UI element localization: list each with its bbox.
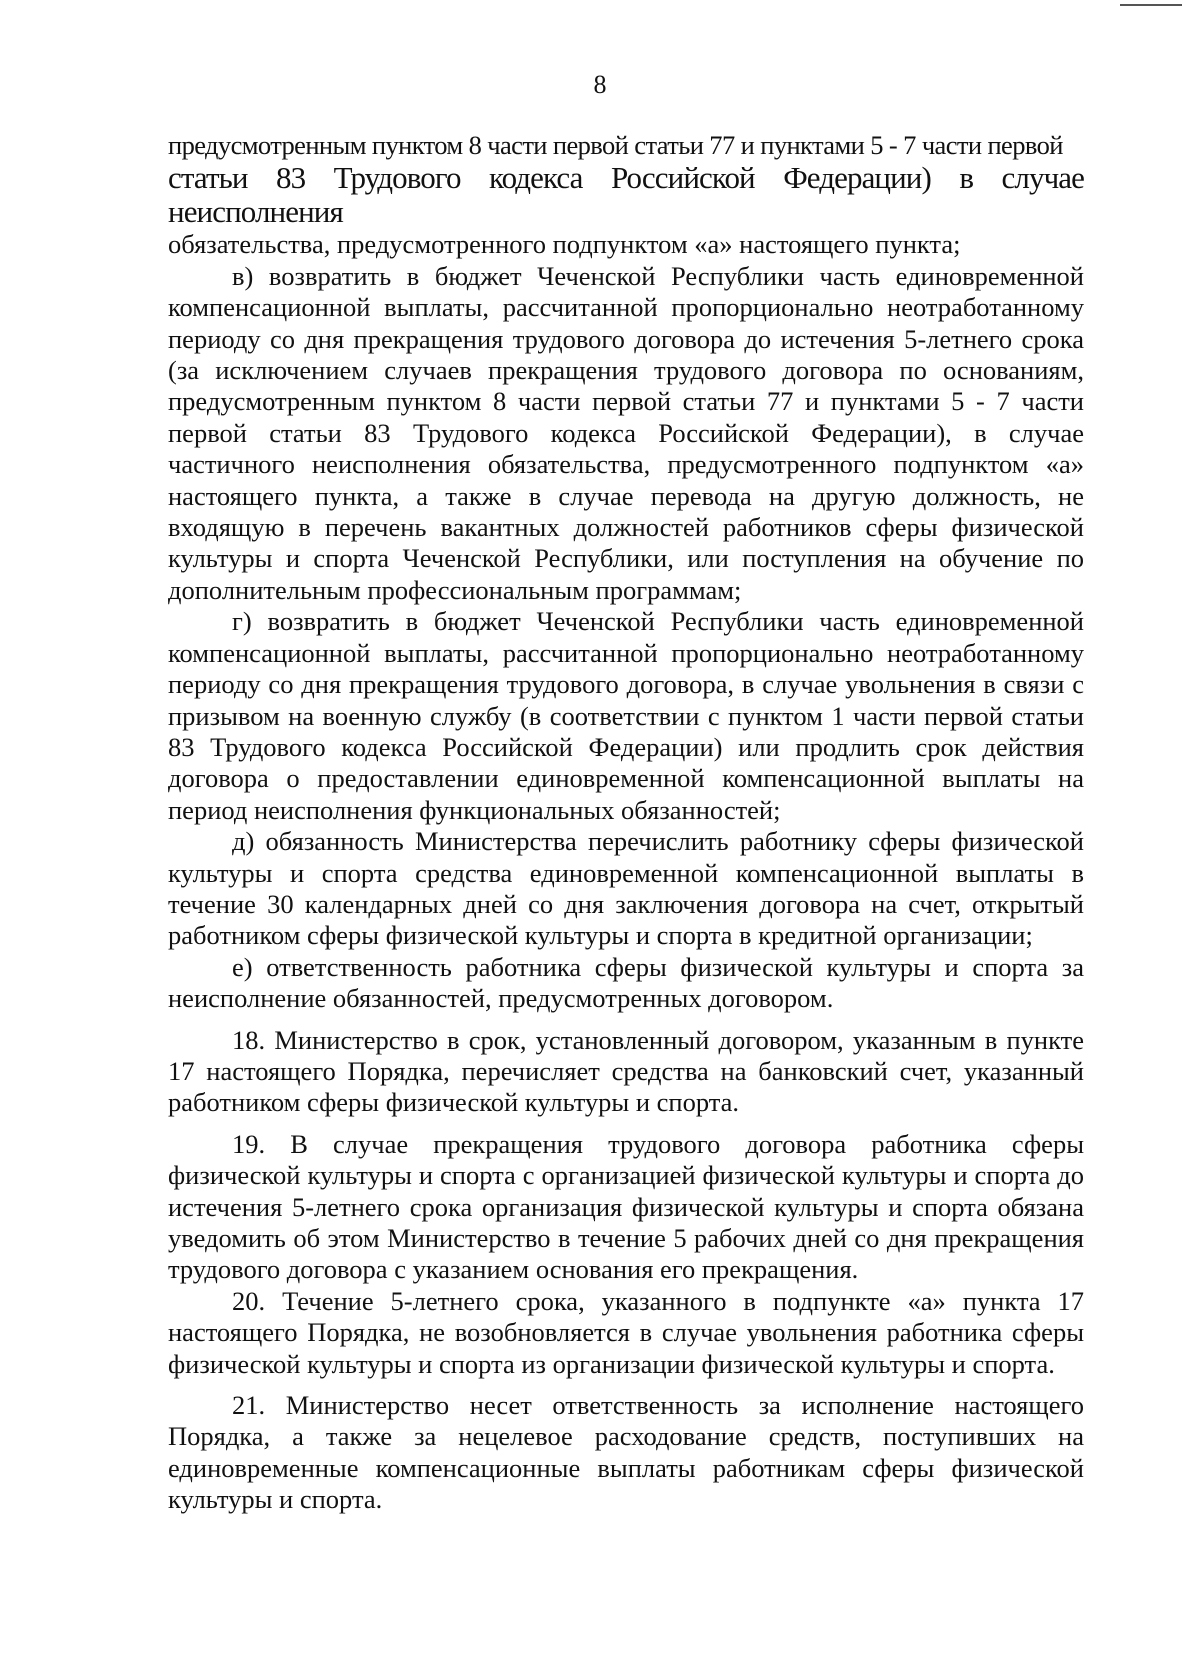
page-number: 8 — [593, 70, 607, 99]
paragraph-continuation-line-1: предусмотренным пунктом 8 части первой статьи 77 и пунктами 5 - 7 части первой — [168, 130, 1063, 160]
paragraph-subpoint-e: е) ответственность работника сферы физической культуры и спорта за неисполнение обязанностей, предусмотренных договором. — [168, 951, 1084, 1014]
document-body — [168, 130, 1084, 1516]
paragraph-20: 20. Течение 5-летнего срока, указанного в подпункте «а» пункта 17 настоящего Порядка, не возобновляется в случае увольнения работника сферы физической культуры и спорта из организации физической культуры и спорта. — [168, 1285, 1084, 1379]
scan-corner-mark — [1120, 4, 1182, 6]
paragraph-subpoint-v: в) возвратить в бюджет Чеченской Республики часть единовременной компенсационной выплаты, рассчитанной пропорционально неотработанному периоду со дня прекращения трудового договора до истечения 5-летнего срока (за исключением случаев прекращения трудового договора по основаниям, предусмотренным пунктом 8 части первой статьи 77 и пунктами 5 - 7 части первой статьи 83 Трудового кодекса Российской Федерации), в случае частичного неисполнения обязательства, предусмотренного подпунктом «а» настоящего пункта, а также в случае перевода на другую должность, не входящую в перечень вакантных должностей работников сферы физической культуры и спорта Чеченской Республики, или поступления на обучение по дополнительным профессиональным программам; — [168, 260, 1084, 605]
paragraph-subpoint-g: г) возвратить в бюджет Чеченской Республики часть единовременной компенсационной выплаты, рассчитанной пропорционально неотработанному периоду со дня прекращения трудового договора, в случае увольнения в связи с призывом на военную службу (в соответствии с пунктом 1 части первой статьи 83 Трудового кодекса Российской Федерации) или продлить срок действия договора о предоставлении единовременной компенсационной выплаты на период неисполнения функциональных обязанностей; — [168, 606, 1084, 825]
paragraph-19: 19. В случае прекращения трудового договора работника сферы физической культуры и спорта с организацией физической культуры и спорта до истечения 5-летнего срока организация физической культуры и спорта обязана уведомить об этом Министерство в течение 5 рабочих дней со дня прекращения трудового договора с указанием основания его прекращения. — [168, 1128, 1084, 1285]
paragraph-21: 21. Министерство несет ответственность за исполнение настоящего Порядка, а также за нецелевое расходование средств, поступивших на единовременные компенсационные выплаты работникам сферы физической культуры и спорта. — [168, 1390, 1084, 1515]
paragraph-18: 18. Министерство в срок, установленный договором, указанным в пункте 17 настоящего Порядка, перечисляет средства на банковский счет, указанный работником сферы физической культуры и спорта. — [168, 1024, 1084, 1118]
paragraph-continuation-line-2: статьи 83 Трудового кодекса Российской Федерации) в случае неисполнения — [168, 160, 1084, 230]
paragraph-continuation-line-3: обязательства, предусмотренного подпунктом «а» настоящего пункта; — [168, 229, 961, 260]
paragraph-subpoint-d: д) обязанность Министерства перечислить работнику сферы физической культуры и спорта средства единовременной компенсационной выплаты в течение 30 календарных дней со дня заключения договора на счет, открытый работником сферы физической культуры и спорта в кредитной организации; — [168, 826, 1084, 951]
